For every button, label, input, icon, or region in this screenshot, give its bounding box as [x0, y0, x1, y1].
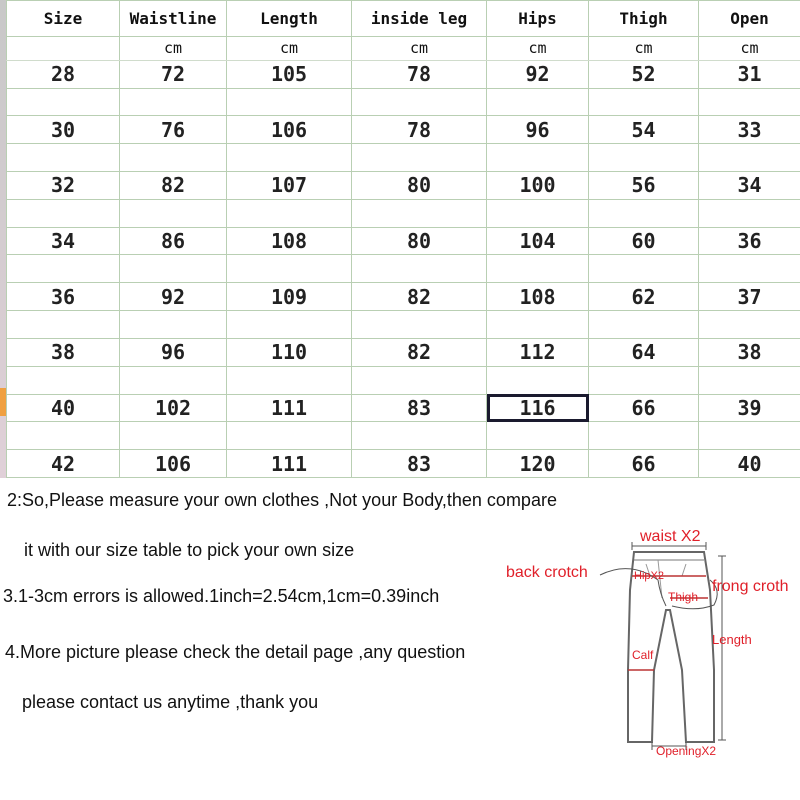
empty-cell[interactable] — [7, 199, 120, 227]
spacer-row — [7, 144, 800, 172]
cell-length[interactable]: 111 — [227, 450, 352, 478]
empty-cell[interactable] — [227, 88, 352, 116]
unit-cell[interactable]: cm — [120, 37, 227, 61]
empty-cell[interactable] — [227, 422, 352, 450]
label-opening: OpeningX2 — [656, 744, 717, 758]
note-line-2: it with our size table to pick your own size — [24, 540, 355, 560]
cell-size[interactable]: 38 — [7, 338, 120, 366]
spacer-row — [7, 255, 800, 283]
label-thigh: Thigh — [668, 590, 699, 604]
spacer-row — [7, 422, 800, 450]
cell-open[interactable]: 38 — [699, 338, 800, 366]
cell-size[interactable]: 32 — [7, 172, 120, 200]
empty-cell[interactable] — [699, 199, 800, 227]
unit-cell[interactable]: cm — [487, 37, 589, 61]
cell-waistline[interactable]: 82 — [120, 172, 227, 200]
spacer-row — [7, 366, 800, 394]
cell-hips[interactable]: 96 — [487, 116, 589, 144]
cell-open[interactable]: 37 — [699, 283, 800, 311]
cell-waistline[interactable]: 72 — [120, 60, 227, 88]
empty-cell[interactable] — [120, 311, 227, 339]
cell-thigh[interactable]: 62 — [589, 283, 699, 311]
empty-cell[interactable] — [589, 144, 699, 172]
empty-cell[interactable] — [699, 311, 800, 339]
empty-cell[interactable] — [352, 144, 487, 172]
cell-length[interactable]: 108 — [227, 227, 352, 255]
empty-cell[interactable] — [227, 144, 352, 172]
cell-hips[interactable]: 116 — [487, 394, 589, 422]
cell-size[interactable]: 42 — [7, 450, 120, 478]
empty-cell[interactable] — [227, 255, 352, 283]
cell-thigh[interactable]: 66 — [589, 450, 699, 478]
cell-open[interactable]: 39 — [699, 394, 800, 422]
cell-hips[interactable]: 100 — [487, 172, 589, 200]
empty-cell[interactable] — [487, 144, 589, 172]
empty-cell[interactable] — [589, 88, 699, 116]
empty-cell[interactable] — [7, 311, 120, 339]
empty-cell[interactable] — [487, 422, 589, 450]
note-line-1: 2:So,Please measure your own clothes ,Not your Body,then compare — [7, 490, 557, 510]
header-thigh[interactable]: Thigh — [589, 1, 699, 37]
cell-length[interactable]: 111 — [227, 394, 352, 422]
cell-length[interactable]: 109 — [227, 283, 352, 311]
cell-thigh[interactable]: 52 — [589, 60, 699, 88]
empty-cell[interactable] — [699, 144, 800, 172]
empty-cell[interactable] — [487, 366, 589, 394]
cell-open[interactable]: 34 — [699, 172, 800, 200]
empty-cell[interactable] — [352, 199, 487, 227]
unit-cell[interactable]: cm — [589, 37, 699, 61]
cell-size[interactable]: 40 — [7, 394, 120, 422]
cell-thigh[interactable]: 54 — [589, 116, 699, 144]
cell-inside-leg[interactable]: 83 — [352, 450, 487, 478]
empty-cell[interactable] — [120, 255, 227, 283]
empty-cell[interactable] — [589, 199, 699, 227]
empty-cell[interactable] — [589, 422, 699, 450]
unit-cell[interactable]: cm — [699, 37, 800, 61]
empty-cell[interactable] — [699, 255, 800, 283]
empty-cell[interactable] — [120, 199, 227, 227]
empty-cell[interactable] — [487, 311, 589, 339]
header-row — [7, 1, 800, 37]
empty-cell[interactable] — [227, 366, 352, 394]
cell-waistline[interactable]: 102 — [120, 394, 227, 422]
empty-cell[interactable] — [120, 144, 227, 172]
note-line-4: 4.More picture please check the detail page ,any question — [5, 642, 466, 662]
table-row — [7, 60, 800, 88]
cell-size[interactable]: 30 — [7, 116, 120, 144]
cell-waistline[interactable]: 96 — [120, 338, 227, 366]
unit-cell[interactable] — [7, 37, 120, 61]
cell-inside-leg[interactable]: 80 — [352, 227, 487, 255]
cell-open[interactable]: 33 — [699, 116, 800, 144]
header-hips[interactable]: Hips — [487, 1, 589, 37]
unit-cell[interactable]: cm — [352, 37, 487, 61]
cell-size[interactable]: 28 — [7, 60, 120, 88]
empty-cell[interactable] — [699, 422, 800, 450]
empty-cell[interactable] — [7, 366, 120, 394]
cell-size[interactable]: 34 — [7, 227, 120, 255]
table-row — [7, 116, 800, 144]
empty-cell[interactable] — [227, 311, 352, 339]
note-line-3: 3.1-3cm errors is allowed.1inch=2.54cm,1cm=0.39inch — [3, 586, 440, 606]
cell-inside-leg[interactable]: 83 — [352, 394, 487, 422]
empty-cell[interactable] — [7, 144, 120, 172]
header-open[interactable]: Open — [699, 1, 800, 37]
empty-cell[interactable] — [352, 255, 487, 283]
cell-inside-leg[interactable]: 82 — [352, 338, 487, 366]
spacer-row — [7, 88, 800, 116]
unit-cell[interactable]: cm — [227, 37, 352, 61]
table-body — [7, 60, 800, 477]
empty-cell[interactable] — [227, 199, 352, 227]
empty-cell[interactable] — [352, 311, 487, 339]
cell-open[interactable]: 31 — [699, 60, 800, 88]
units-row — [7, 37, 800, 61]
cell-open[interactable]: 36 — [699, 227, 800, 255]
table-row — [7, 394, 800, 422]
empty-cell[interactable] — [7, 255, 120, 283]
cell-inside-leg[interactable]: 82 — [352, 283, 487, 311]
cell-waistline[interactable]: 92 — [120, 283, 227, 311]
cell-waistline[interactable]: 86 — [120, 227, 227, 255]
empty-cell[interactable] — [352, 366, 487, 394]
cell-hips[interactable]: 104 — [487, 227, 589, 255]
header-inside-leg[interactable]: inside leg — [352, 1, 487, 37]
cell-hips[interactable]: 108 — [487, 283, 589, 311]
empty-cell[interactable] — [7, 88, 120, 116]
note-line-5: please contact us anytime ,thank you — [22, 692, 319, 712]
empty-cell[interactable] — [352, 422, 487, 450]
label-waist: waist X2 — [640, 528, 701, 545]
empty-cell[interactable] — [589, 255, 699, 283]
cell-hips[interactable]: 112 — [487, 338, 589, 366]
label-length: Length — [712, 632, 752, 647]
cell-inside-leg[interactable]: 78 — [352, 116, 487, 144]
table-row — [7, 450, 800, 478]
empty-cell[interactable] — [589, 366, 699, 394]
empty-cell[interactable] — [487, 88, 589, 116]
label-back-crotch: back crotch — [506, 564, 588, 581]
empty-cell[interactable] — [487, 255, 589, 283]
cell-inside-leg[interactable]: 80 — [352, 172, 487, 200]
cell-length[interactable]: 110 — [227, 338, 352, 366]
cell-hips[interactable]: 120 — [487, 450, 589, 478]
header-waistline[interactable]: Waistline — [120, 1, 227, 37]
size-table — [6, 0, 800, 478]
cell-length[interactable]: 106 — [227, 116, 352, 144]
cell-thigh[interactable]: 66 — [589, 394, 699, 422]
empty-cell[interactable] — [120, 422, 227, 450]
cell-length[interactable]: 105 — [227, 60, 352, 88]
cell-hips[interactable]: 92 — [487, 60, 589, 88]
label-calf: Calf — [632, 648, 654, 662]
cell-open[interactable]: 40 — [699, 450, 800, 478]
label-hip: HipX2 — [634, 570, 664, 582]
table-row — [7, 338, 800, 366]
empty-cell[interactable] — [120, 88, 227, 116]
cell-size[interactable]: 36 — [7, 283, 120, 311]
spacer-row — [7, 311, 800, 339]
cell-length[interactable]: 107 — [227, 172, 352, 200]
empty-cell[interactable] — [120, 366, 227, 394]
cell-thigh[interactable]: 64 — [589, 338, 699, 366]
header-length[interactable]: Length — [227, 1, 352, 37]
table-row — [7, 172, 800, 200]
empty-cell[interactable] — [487, 199, 589, 227]
empty-cell[interactable] — [589, 311, 699, 339]
header-size[interactable]: Size — [7, 1, 120, 37]
cell-thigh[interactable]: 60 — [589, 227, 699, 255]
empty-cell[interactable] — [699, 88, 800, 116]
cell-waistline[interactable]: 76 — [120, 116, 227, 144]
empty-cell[interactable] — [699, 366, 800, 394]
empty-cell[interactable] — [7, 422, 120, 450]
empty-cell[interactable] — [352, 88, 487, 116]
trouser-diagram — [500, 520, 800, 800]
cell-inside-leg[interactable]: 78 — [352, 60, 487, 88]
cell-thigh[interactable]: 56 — [589, 172, 699, 200]
cell-waistline[interactable]: 106 — [120, 450, 227, 478]
table-row — [7, 227, 800, 255]
label-front-crotch: frong croth — [712, 578, 789, 595]
table-row — [7, 283, 800, 311]
spacer-row — [7, 199, 800, 227]
